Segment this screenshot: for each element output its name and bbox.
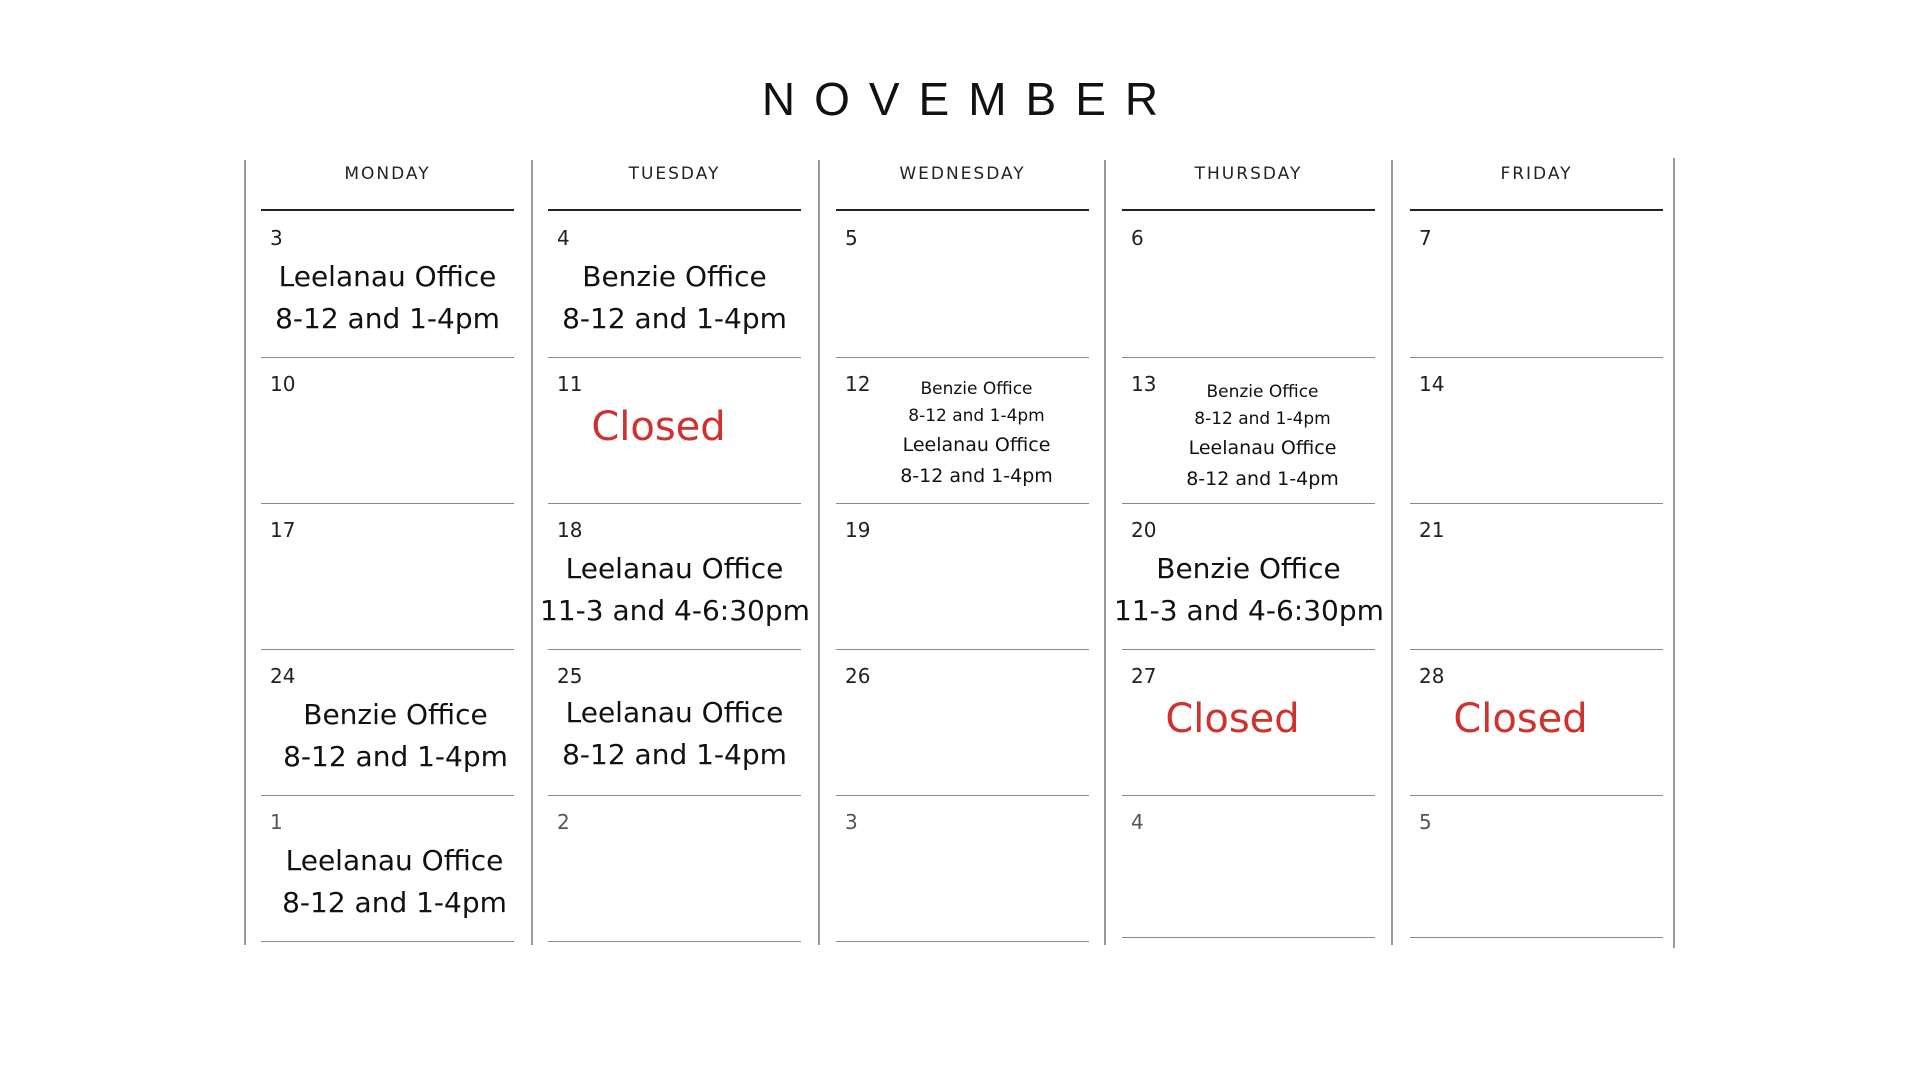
event-hours: 8-12 and 1-4pm [1186,468,1339,490]
day-cell [261,504,514,650]
column-divider [244,160,246,945]
day-header-wednesday: WEDNESDAY [899,164,1026,184]
date-number: 13 [1131,372,1157,396]
event-hours: 8-12 and 1-4pm [562,738,787,771]
column-friday [1410,160,1663,950]
row-rule [1410,937,1663,938]
event [540,692,809,776]
month-title: NOVEMBER [761,73,1178,125]
date-number: 3 [845,810,858,834]
event-hours: 11-3 and 4-6:30pm [1114,594,1384,627]
day-cell [1122,358,1375,504]
date-number: 5 [1419,810,1432,834]
day-cell [540,504,810,650]
event [1142,379,1383,433]
event-name: Leelanau Office [285,844,504,877]
date-number: 27 [1131,664,1157,688]
header-rule [1122,209,1375,211]
closed-label: Closed [1165,696,1300,742]
event-hours: 8-12 and 1-4pm [900,465,1053,487]
event-name: Leelanau Office [565,696,784,729]
date-number: 24 [270,664,296,688]
row-rule [836,941,1089,942]
date-number: 5 [845,226,858,250]
header-rule [836,209,1089,211]
event-hours: 11-3 and 4-6:30pm [540,594,810,627]
day-cell [548,212,801,358]
event-hours: 8-12 and 1-4pm [283,740,508,773]
column-divider [531,160,533,945]
header-rule [261,209,514,211]
day-cell [836,358,1089,504]
closed-label: Closed [1453,696,1588,742]
column-monday [261,160,514,950]
event [253,256,522,340]
closed-label: Closed [591,404,726,450]
event-name: Benzie Office [1156,552,1341,585]
date-number: 21 [1419,518,1445,542]
day-cell [836,212,1089,358]
date-number: 19 [845,518,871,542]
date-number: 1 [270,810,283,834]
day-header-friday: FRIDAY [1500,164,1573,184]
day-cell [1410,796,1663,938]
day-header-monday: MONDAY [344,164,431,184]
day-cell [836,504,1089,650]
event-name: Benzie Office [582,260,767,293]
day-cell [1410,650,1663,796]
event [1114,548,1383,632]
event-hours: 8-12 and 1-4pm [275,302,500,335]
date-number: 12 [845,372,871,396]
date-number: 11 [557,372,583,396]
header-rule [548,209,801,211]
date-number: 4 [1131,810,1144,834]
row-rule [1122,937,1375,938]
column-divider [1104,160,1106,945]
day-cell [261,212,514,358]
day-cell [1114,504,1384,650]
day-cell [548,796,801,942]
event [540,256,809,340]
date-number: 4 [557,226,570,250]
date-number: 10 [270,372,296,396]
row-rule [261,941,514,942]
column-thursday [1114,160,1384,950]
date-number: 3 [270,226,283,250]
column-tuesday [540,160,810,950]
day-cell [836,796,1089,942]
day-cell [1410,358,1663,504]
event [1142,433,1383,495]
day-cell [1410,212,1663,358]
event-hours: 8-12 and 1-4pm [1194,409,1331,429]
event-name: Benzie Office [1206,382,1319,402]
day-cell [548,358,801,504]
date-number: 20 [1131,518,1157,542]
day-cell [1122,796,1375,938]
row-rule [548,941,801,942]
day-header-tuesday: TUESDAY [628,164,721,184]
day-cell [261,358,514,504]
date-number: 17 [270,518,296,542]
date-number: 7 [1419,226,1432,250]
column-wednesday [836,160,1089,950]
day-cell [836,650,1089,796]
day-cell [1410,504,1663,650]
day-cell [261,650,514,796]
event-name: Leelanau Office [1188,437,1337,459]
event-hours: 8-12 and 1-4pm [908,406,1045,426]
day-cell [1122,650,1375,796]
event-name: Leelanau Office [565,552,784,585]
date-number: 25 [557,664,583,688]
date-number: 18 [557,518,583,542]
event [856,430,1097,492]
date-number: 6 [1131,226,1144,250]
column-divider [818,160,820,945]
event [856,376,1097,430]
event [261,694,530,778]
day-cell [548,650,801,796]
event [540,548,809,632]
day-cell [1122,212,1375,358]
event-name: Leelanau Office [902,434,1051,456]
date-number: 28 [1419,664,1445,688]
event-hours: 8-12 and 1-4pm [562,302,787,335]
event-hours: 8-12 and 1-4pm [282,886,507,919]
column-divider [1673,158,1675,948]
date-number: 2 [557,810,570,834]
event [261,840,528,924]
event-name: Leelanau Office [278,260,497,293]
column-divider [1391,160,1393,945]
event-name: Benzie Office [303,698,488,731]
date-number: 26 [845,664,871,688]
day-cell [261,796,514,942]
header-rule [1410,209,1663,211]
date-number: 14 [1419,372,1445,396]
event-name: Benzie Office [920,379,1033,399]
day-header-thursday: THURSDAY [1194,164,1303,184]
